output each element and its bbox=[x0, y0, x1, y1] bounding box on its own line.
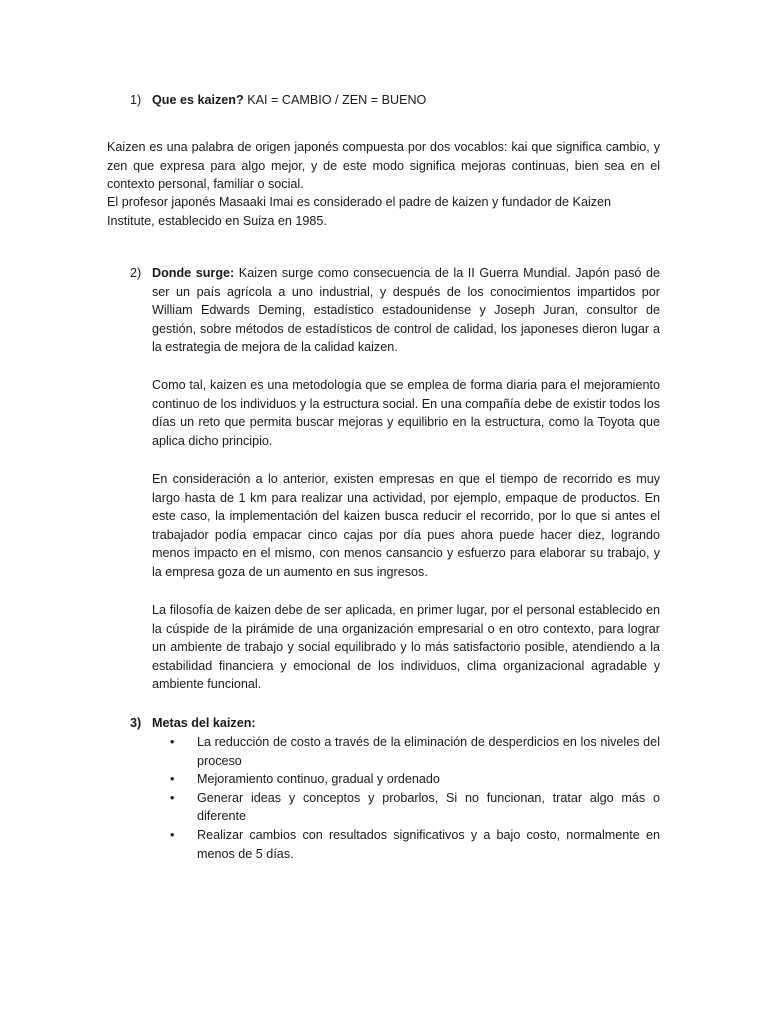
section-2-paragraph-3: En consideración a lo anterior, existen empresas en que el tiempo de recorrido es muy largo hasta de 1 km para realizar una actividad, por ejemplo, empaque de productos. En este caso, la implementación del kaizen busca reducir el recorrido, por lo que si antes el trabajador podía empacar cinco cajas por día pues ahora puede hacer diez, logrando menos impacto en el mismo, con menos cansancio y esfuerzo para elaborar su trabajo, y la empresa goza de un aumento en sus ingresos. bbox=[152, 472, 660, 579]
bullet-icon: • bbox=[170, 827, 175, 842]
section-2-paragraph-4: La filosofía de kaizen debe de ser aplicada, en primer lugar, por el personal establecido en la cúspide de la pirámide de una organización empresarial o en otro contexto, para lograr un ambiente de trabajo y social equilibrado y lo más satisfactorio posible, atendiendo a la estabilidad financiera y emocional de los individuos, clima organizacional agradable y ambiente funcional. bbox=[152, 603, 660, 692]
section-2-heading: Donde surge: bbox=[152, 266, 235, 280]
list-item bbox=[152, 826, 660, 863]
section-1-number: 1) bbox=[130, 93, 142, 107]
list-item-text: Generar ideas y conceptos y probarlos, Si no funcionan, tratar algo más o diferente bbox=[197, 790, 660, 824]
section-1-heading-rest: KAI = CAMBIO / ZEN = BUENO bbox=[243, 93, 427, 107]
list-item-text: Mejoramiento continuo, gradual y ordenado bbox=[197, 772, 440, 787]
goals-list bbox=[152, 733, 660, 863]
section-1-paragraph-2: El profesor japonés Masaaki Imai es considerado el padre de kaizen y fundador de Kaizen Institute, establecido en Suiza en 1985. bbox=[107, 195, 612, 228]
list-item-text: Realizar cambios con resultados significativos y a bajo costo, normalmente en menos de 5 días. bbox=[197, 827, 660, 861]
section-1-heading-bold: Que es kaizen? bbox=[152, 93, 244, 107]
list-item bbox=[152, 770, 660, 789]
section-1-paragraph-1: Kaizen es una palabra de origen japonés compuesta por dos vocablos: kai que significa cambio, y zen que expresa para algo mejor, y de este modo significa mejoras continuas, bien sea en el contexto personal, familiar o social. bbox=[107, 140, 660, 192]
bullet-icon: • bbox=[170, 772, 175, 787]
section-3-number: 3) bbox=[130, 716, 142, 730]
list-item bbox=[152, 733, 660, 770]
section-1-heading bbox=[152, 91, 426, 110]
list-item-text: La reducción de costo a través de la eliminación de desperdicios en los niveles del proceso bbox=[197, 735, 660, 768]
bullet-icon: • bbox=[170, 735, 175, 749]
section-3-heading: Metas del kaizen: bbox=[152, 716, 256, 730]
list-item bbox=[152, 789, 660, 826]
section-2-paragraph-1-text: Kaizen surge como consecuencia de la II Guerra Mundial. Japón pasó de ser un país agrícola a uno industrial, y después de los conocimientos impartidos por William Edwards Deming, estadístico estadounidense y Joseph Juran, consultor de gestión, sobre métodos de estadísticos de control de calidad, los japoneses dieron lugar a la estrategia de mejora de la calidad kaizen. bbox=[152, 266, 660, 355]
section-2-paragraph-1 bbox=[152, 264, 660, 357]
bullet-icon: • bbox=[170, 790, 175, 805]
section-2-number: 2) bbox=[130, 266, 142, 280]
section-2-paragraph-2: Como tal, kaizen es una metodología que se emplea de forma diaria para el mejoramiento continuo de los individuos y la estructura social. En una compañía debe de existir todos los días un reto que permita buscar mejoras y equilibrio en la estructura, como la Toyota que aplica dicho principio. bbox=[152, 378, 660, 448]
